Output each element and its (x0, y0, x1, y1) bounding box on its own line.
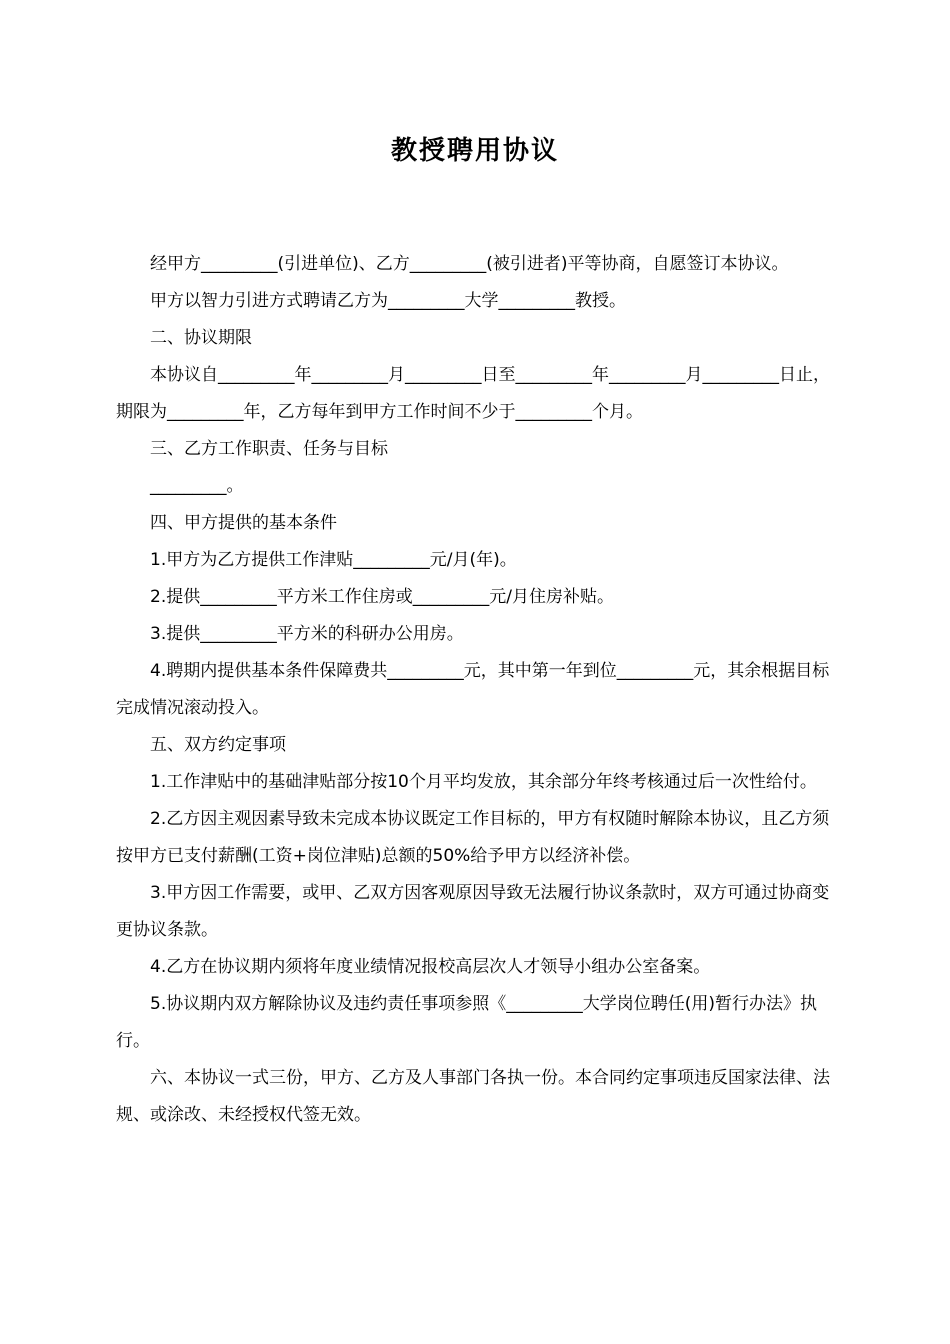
section-heading-term: 二、协议期限 (150, 328, 252, 348)
document-title: 教授聘用协议 (390, 136, 559, 166)
agreement-item-1: 1.工作津贴中的基础津贴部分按10个月平均发放，其余部分年终考核通过后一次性给付。 (150, 772, 817, 792)
condition-item-2: 2.提供_________平方米工作住房或_________元/月住房补贴。 (150, 587, 614, 607)
paragraph-intro: 经甲方_________(引进单位)、乙方_________(被引进者)平等协商，自愿签订本协议。 (150, 254, 789, 274)
section-heading-duties: 三、乙方工作职责、任务与目标 (150, 439, 388, 459)
section-heading-agreements: 五、双方约定事项 (150, 735, 286, 755)
paragraph-appointment: 甲方以智力引进方式聘请乙方为_________大学_________教授。 (150, 291, 626, 311)
condition-item-3: 3.提供_________平方米的科研办公用房。 (150, 624, 464, 644)
agreement-item-5: 5.协议期内双方解除协议及违约责任事项参照《_________大学岗位聘任(用)暂行办法》执行。 (116, 994, 817, 1051)
condition-item-4: 4.聘期内提供基本条件保障费共_________元，其中第一年到位_________元，其余根据目标完成情况滚动投入。 (116, 661, 830, 718)
document-body (116, 246, 836, 1134)
agreement-item-4: 4.乙方在协议期内须将年度业绩情况报校高层次人才领导小组办公室备案。 (150, 957, 711, 977)
agreement-item-2: 2.乙方因主观因素导致未完成本协议既定工作目标的，甲方有权随时解除本协议，且乙方须按甲方已支付薪酬(工资+岗位津贴)总额的50%给予甲方以经济补偿。 (116, 809, 830, 866)
condition-item-1: 1.甲方为乙方提供工作津贴_________元/月(年)。 (150, 550, 517, 570)
agreement-item-3: 3.甲方因工作需要，或甲、乙双方因客观原因导致无法履行协议条款时，双方可通过协商变更协议条款。 (116, 883, 830, 940)
paragraph-term: 本协议自_________年_________月_________日至_________年_________月_________日止，期限为_________年，乙方每年到甲方工作时间不少于_________个月。 (116, 365, 830, 422)
section-heading-conditions: 四、甲方提供的基本条件 (150, 513, 337, 533)
paragraph-duties-blank: _________。 (150, 476, 244, 496)
paragraph-copies: 六、本协议一式三份，甲方、乙方及人事部门各执一份。本合同约定事项违反国家法律、法规、或涂改、未经授权代签无效。 (116, 1068, 830, 1125)
